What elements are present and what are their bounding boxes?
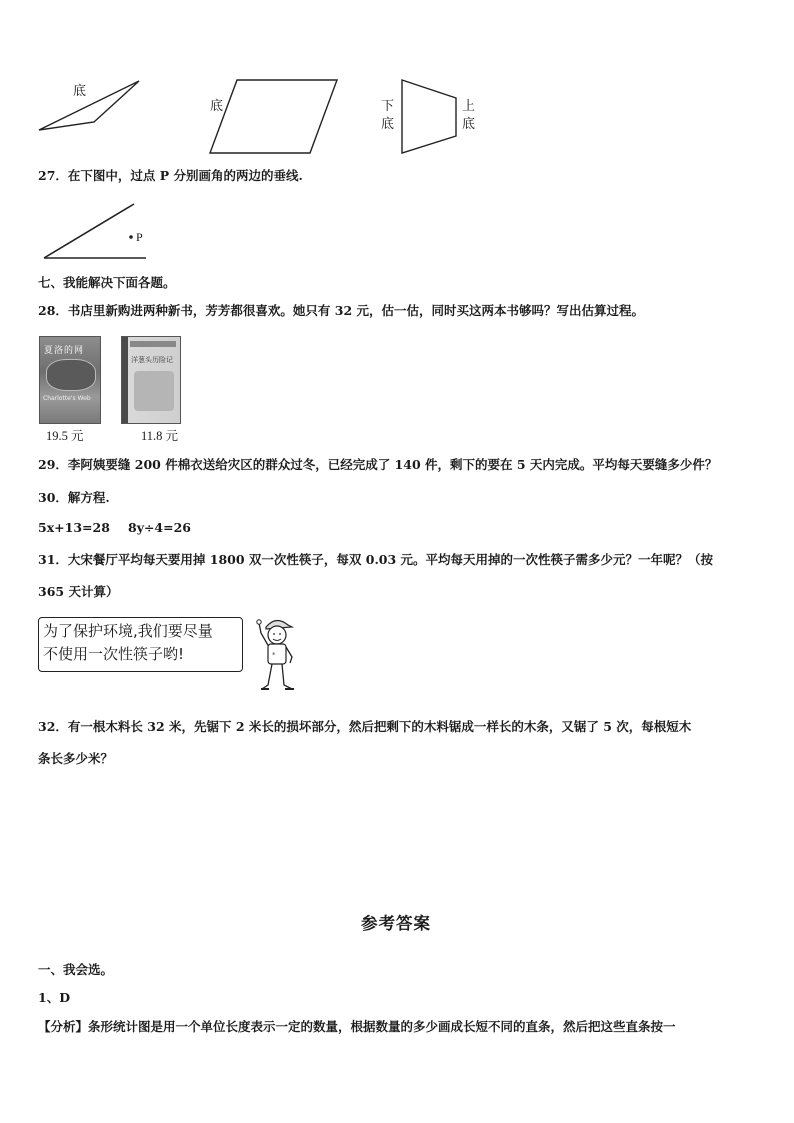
trapezoid-upper-base-label-2: 底 [462, 117, 476, 132]
svg-text:*: * [272, 651, 276, 659]
question-32-line-1: 32．有一根木料长 32 米，先锯下 2 米长的损坏部分，然后把剩下的木料锯成一样长的木条，又锯了 5 次，每根短木 [38, 719, 692, 734]
book-2-title: 洋葱头历险记 [131, 356, 173, 364]
book-charlottes-web-cover [39, 336, 101, 424]
angle-figure [40, 202, 150, 262]
book-1-subtitle: Charlotte's Web [43, 395, 91, 402]
question-27: 27．在下图中，过点 P 分别画角的两边的垂线. [38, 168, 303, 183]
parallelogram-base-label: 底 [210, 99, 224, 114]
question-31-line-1: 31．大宋餐厅平均每天要用掉 1800 双一次性筷子，每双 0.03 元。平均每天用掉的一次性筷子需多少元？一年呢？（按 [38, 552, 714, 567]
answers-section-1: 一、我会选。 [38, 962, 114, 977]
equation-1: 5x+13=28 [38, 520, 110, 535]
section-7-heading: 七、我能解决下面各题。 [38, 275, 176, 290]
book-onion-cover [121, 336, 181, 424]
trapezoid-lower-base-label-2: 底 [381, 117, 395, 132]
question-32-line-2: 条长多少米？ [38, 751, 114, 766]
book-1-illustration [46, 359, 96, 391]
book-2-banner [130, 341, 176, 347]
answer-item-1: 1、D [38, 990, 71, 1005]
point-p-label: P [136, 230, 143, 244]
parallelogram-figure [205, 76, 345, 156]
triangle-base-label: 底 [73, 84, 87, 99]
speech-bubble-line-2: 不使用一次性筷子哟! [43, 645, 185, 663]
speech-bubble-line-1: 为了保护环境,我们要尽量 [43, 622, 213, 640]
question-30: 30．解方程. [38, 490, 110, 505]
trapezoid-figure [396, 76, 466, 156]
book-1-title: 夏洛的网 [44, 346, 85, 356]
question-31-line-2: 365 天计算） [38, 584, 119, 599]
trapezoid-upper-base-label-1: 上 [462, 99, 476, 114]
question-29: 29．李阿姨要缝 200 件棉衣送给灾区的群众过冬，已经完成了 140 件，剩下的要在 5 天内完成。平均每天要缝多少件？ [38, 457, 718, 472]
book-2-illustration [134, 371, 174, 411]
answers-title: 参考答案 [361, 914, 431, 933]
question-28: 28．书店里新购进两种新书，芳芳都很喜欢。她只有 32 元，估一估，同时买这两本书够吗？写出估算过程。 [38, 303, 644, 318]
speech-bubble [38, 617, 243, 672]
trapezoid-lower-base-label-1: 下 [381, 99, 395, 114]
boy-cartoon-illustration [252, 613, 302, 698]
triangle-figure [36, 76, 156, 136]
answer-analysis: 【分析】条形统计图是用一个单位长度表示一定的数量，根据数量的多少画成长短不同的直条，然后把这些直条按一 [38, 1019, 676, 1034]
equation-2: 8y÷4=26 [128, 520, 192, 535]
book-2-price: 11.8 元 [141, 429, 179, 443]
book-1-price: 19.5 元 [46, 429, 84, 443]
